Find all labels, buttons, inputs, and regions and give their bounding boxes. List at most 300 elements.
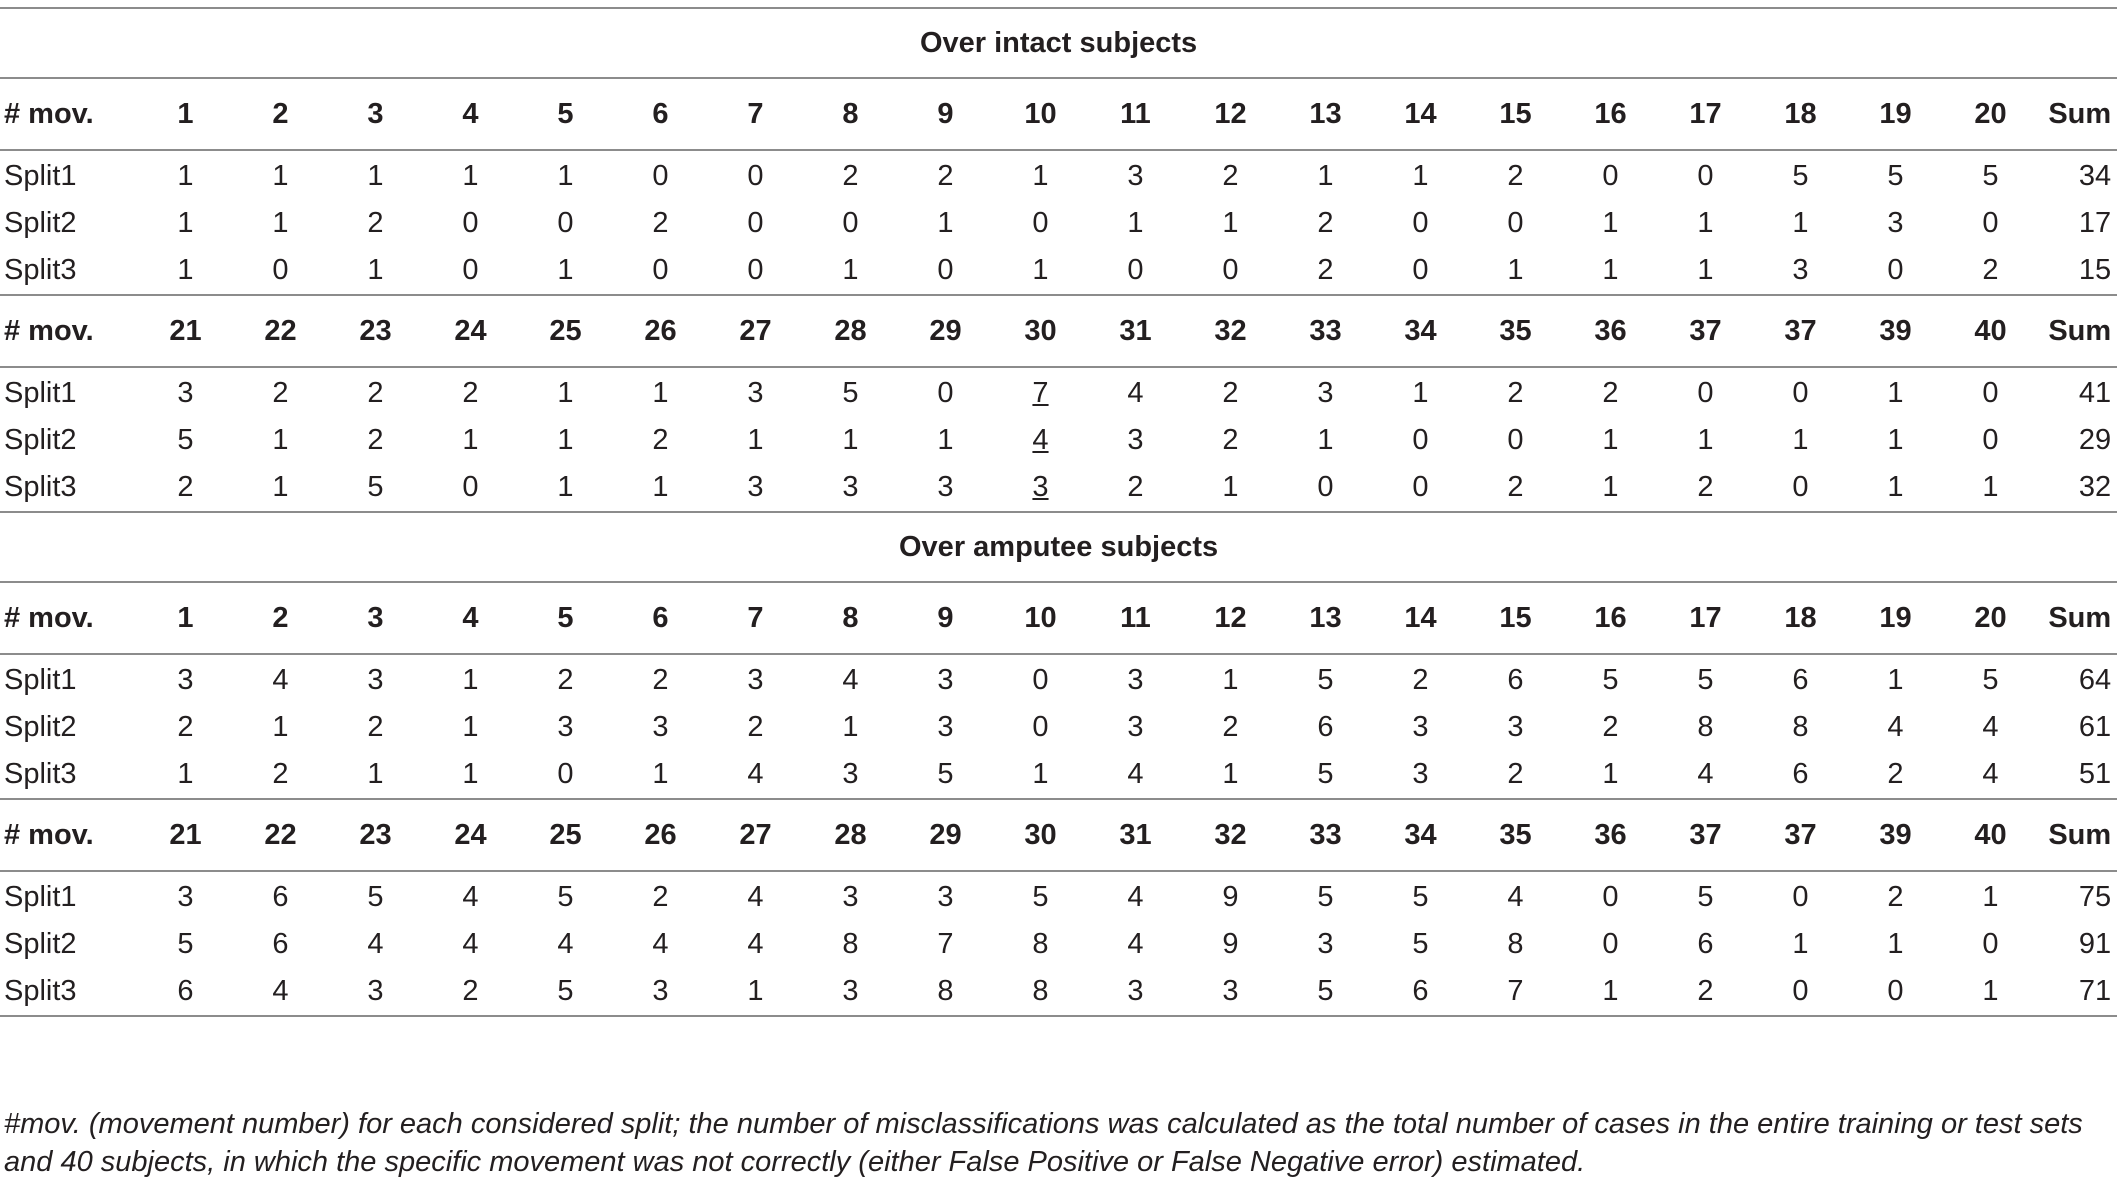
count-cell: 5 [842,377,859,409]
header-movement: 37 [1658,295,1753,367]
count-cell: 0 [462,207,479,239]
count-cell: 4 [1127,928,1144,960]
count-cell: 5 [367,881,384,913]
count-cell: 1 [462,711,479,743]
count-cell: 0 [272,254,289,286]
count-cell: 1 [367,254,384,286]
header-movement: 20 [1943,582,2038,654]
count-cell: 1 [1887,377,1904,409]
count-cell: 4 [1127,758,1144,790]
count-cell: 0 [557,758,574,790]
count-cell: 5 [1792,160,1809,192]
header-label: # mov. [0,799,138,871]
header-movement: 19 [1848,78,1943,150]
row-label: Split1 [4,664,77,696]
header-movement: 10 [993,78,1088,150]
table-row [0,464,2117,512]
count-cell: 2 [367,711,384,743]
count-cell: 6 [138,968,233,1016]
count-cell: 2 [1507,160,1524,192]
count-cell: 0 [1412,254,1429,286]
count-cell: 4 [652,928,669,960]
header-movement: 29 [898,799,993,871]
count-cell: 1 [1887,664,1904,696]
count-cell: 0 [1602,928,1619,960]
count-cell: 3 [937,664,954,696]
count-cell: 1 [1602,424,1619,456]
count-cell: 3 [747,664,764,696]
header-movement: 23 [328,295,423,367]
count-cell: 0 [1317,471,1334,503]
header-movement: 25 [518,799,613,871]
count-cell: 1 [1127,207,1144,239]
count-cell: 0 [1412,424,1429,456]
count-cell: 0 [1507,207,1524,239]
count-cell: 0 [1412,471,1429,503]
count-cell [993,464,1088,512]
count-cell: 1 [747,424,764,456]
count-cell: 4 [747,928,764,960]
count-cell: 3 [177,881,194,913]
count-cell: 0 [1697,377,1714,409]
header-movement: 24 [423,295,518,367]
table-row [0,871,2117,921]
header-movement: 29 [898,295,993,367]
count-cell: 2 [1658,968,1753,1016]
row-label: Split2 [4,424,77,456]
row-label: Split3 [4,254,77,286]
count-cell: 3 [557,711,574,743]
header-movement: 11 [1088,78,1183,150]
header-movement: 31 [1088,799,1183,871]
header-movement: 31 [1088,295,1183,367]
header-movement: 30 [993,799,1088,871]
count-cell: 4 [842,664,859,696]
count-cell: 2 [1222,711,1239,743]
count-cell: 3 [1317,928,1334,960]
count-cell: 1 [1982,471,1999,503]
count-cell: 0 [1222,254,1239,286]
count-cell: 1 [367,160,384,192]
table-row [0,247,2117,295]
count-cell: 0 [1032,207,1049,239]
count-cell: 1 [462,160,479,192]
count-cell: 5 [1032,881,1049,913]
count-cell: 1 [1943,968,2038,1016]
header-movement: 16 [1563,78,1658,150]
header-movement: 13 [1278,582,1373,654]
header-movement: 18 [1753,582,1848,654]
count-cell: 1 [1602,758,1619,790]
count-cell: 1 [708,968,803,1016]
row-label: Split1 [4,881,77,913]
count-cell: 5 [1317,881,1334,913]
count-cell: 1 [842,711,859,743]
count-cell: 1 [1222,758,1239,790]
header-movement: 4 [423,582,518,654]
count-cell: 4 [747,758,764,790]
header-movement: 37 [1753,295,1848,367]
section-title: Over amputee subjects [0,512,2117,582]
count-cell: 0 [937,377,954,409]
header-movement: 37 [1658,799,1753,871]
count-cell: 3 [842,758,859,790]
count-cell: 4 [557,928,574,960]
count-cell: 3 [1183,968,1278,1016]
sum-cell: 34 [2078,160,2112,192]
count-cell: 1 [177,160,194,192]
count-cell: 1 [1032,758,1049,790]
count-cell: 6 [272,928,289,960]
count-cell: 0 [1032,664,1049,696]
count-cell: 2 [1507,758,1524,790]
count-cell: 8 [1032,928,1049,960]
count-cell: 1 [177,254,194,286]
header-row [0,799,2117,871]
count-cell: 0 [462,254,479,286]
count-cell: 1 [1697,424,1714,456]
count-cell: 2 [367,207,384,239]
count-cell: 2 [1127,471,1144,503]
table-row [0,968,2117,1016]
count-cell: 3 [1127,664,1144,696]
header-movement: 7 [708,582,803,654]
count-cell: 1 [272,207,289,239]
count-cell: 2 [272,758,289,790]
count-cell: 4 [1982,758,1999,790]
count-cell: 2 [747,711,764,743]
header-movement: 39 [1848,799,1943,871]
count-cell: 1 [1507,254,1524,286]
header-movement: 34 [1373,799,1468,871]
count-cell: 1 [937,207,954,239]
count-cell: 1 [557,471,574,503]
count-cell: 5 [1982,160,1999,192]
header-movement: 15 [1468,78,1563,150]
count-cell: 1 [842,424,859,456]
header-row [0,78,2117,150]
count-cell: 1 [462,664,479,696]
count-cell: 8 [1507,928,1524,960]
misclassification-table [0,7,2117,1017]
count-cell: 3 [1088,968,1183,1016]
count-cell: 1 [1602,471,1619,503]
section-title-row [0,512,2117,582]
count-cell: 6 [1507,664,1524,696]
count-cell: 4 [1697,758,1714,790]
count-cell: 2 [1222,424,1239,456]
count-cell: 3 [1127,711,1144,743]
count-cell: 0 [462,471,479,503]
header-sum: Sum [2038,582,2117,654]
count-cell: 5 [1697,664,1714,696]
count-cell: 0 [1412,207,1429,239]
section-title-row [0,8,2117,78]
count-cell: 3 [652,711,669,743]
count-cell: 0 [557,207,574,239]
header-movement: 18 [1753,78,1848,150]
header-movement: 32 [1183,295,1278,367]
count-cell: 3 [1127,424,1144,456]
header-movement: 36 [1563,799,1658,871]
count-cell: 0 [1753,968,1848,1016]
header-movement: 6 [613,78,708,150]
count-cell: 8 [842,928,859,960]
sum-cell: 64 [2078,664,2112,696]
count-cell: 3 [177,664,194,696]
count-cell: 5 [1412,881,1429,913]
header-movement: 8 [803,78,898,150]
header-movement: 6 [613,582,708,654]
count-cell: 1 [367,758,384,790]
header-movement: 39 [1848,295,1943,367]
header-label: # mov. [0,582,138,654]
count-cell: 4 [1887,711,1904,743]
count-cell: 0 [1127,254,1144,286]
count-cell: 3 [747,377,764,409]
header-movement: 26 [613,799,708,871]
count-cell: 0 [1982,377,1999,409]
count-cell: 5 [177,424,194,456]
header-movement: 36 [1563,295,1658,367]
count-cell: 5 [367,471,384,503]
count-cell: 0 [747,254,764,286]
header-movement: 4 [423,78,518,150]
sum-cell: 41 [2078,377,2112,409]
count-cell: 3 [842,471,859,503]
count-cell: 7 [1468,968,1563,1016]
count-cell: 1 [1697,254,1714,286]
count-cell: 2 [1317,254,1334,286]
header-row [0,582,2117,654]
count-cell: 1 [272,471,289,503]
count-cell: 4 [1127,377,1144,409]
count-cell: 1 [1032,160,1049,192]
header-movement: 40 [1943,799,2038,871]
row-label: Split3 [0,968,138,1016]
table-row [0,200,2117,247]
header-sum: Sum [2038,295,2117,367]
count-cell: 2 [1507,377,1524,409]
header-movement: 26 [613,295,708,367]
count-cell: 6 [1792,664,1809,696]
sum-cell: 75 [2078,881,2112,913]
count-cell: 0 [747,160,764,192]
sum-cell: 51 [2078,758,2112,790]
count-cell: 8 [898,968,993,1016]
count-cell: 0 [747,207,764,239]
count-cell: 2 [1887,881,1904,913]
count-cell: 1 [842,254,859,286]
header-movement: 2 [233,78,328,150]
underlined-value: 3 [1032,471,1049,503]
header-movement: 11 [1088,582,1183,654]
count-cell: 2 [1982,254,1999,286]
count-cell: 0 [652,254,669,286]
count-cell: 1 [557,254,574,286]
count-cell: 5 [557,881,574,913]
row-label: Split3 [4,471,77,503]
header-movement: 19 [1848,582,1943,654]
count-cell: 2 [462,377,479,409]
header-movement: 3 [328,78,423,150]
header-movement: 23 [328,799,423,871]
count-cell: 5 [1317,664,1334,696]
count-cell [993,367,1088,417]
count-cell: 6 [1317,711,1334,743]
header-label: # mov. [0,78,138,150]
count-cell: 2 [367,377,384,409]
header-movement: 33 [1278,295,1373,367]
count-cell: 1 [1602,254,1619,286]
sum-cell: 32 [2078,471,2112,503]
count-cell: 4 [367,928,384,960]
count-cell: 0 [652,160,669,192]
count-cell: 4 [272,664,289,696]
count-cell: 5 [1317,758,1334,790]
header-sum: Sum [2038,799,2117,871]
count-cell: 5 [1887,160,1904,192]
count-cell: 2 [1317,207,1334,239]
table-row [0,367,2117,417]
count-cell: 2 [177,711,194,743]
count-cell: 4 [1982,711,1999,743]
count-cell: 3 [803,968,898,1016]
sum-cell: 17 [2078,207,2112,239]
section-title: Over intact subjects [0,8,2117,78]
count-cell [993,417,1088,464]
count-cell: 6 [1792,758,1809,790]
count-cell: 1 [1792,424,1809,456]
count-cell: 3 [1507,711,1524,743]
count-cell: 0 [842,207,859,239]
table-row [0,921,2117,968]
count-cell: 1 [1697,207,1714,239]
count-cell: 1 [652,471,669,503]
count-cell: 1 [1412,377,1429,409]
header-movement: 22 [233,799,328,871]
count-cell: 1 [1792,207,1809,239]
count-cell: 3 [747,471,764,503]
count-cell: 1 [462,424,479,456]
sum-cell: 29 [2078,424,2112,456]
count-cell: 2 [1507,471,1524,503]
header-movement: 16 [1563,582,1658,654]
header-movement: 8 [803,582,898,654]
row-label: Split2 [4,207,77,239]
count-cell: 0 [1792,471,1809,503]
row-label: Split1 [4,160,77,192]
header-movement: 12 [1183,78,1278,150]
count-cell: 2 [842,160,859,192]
count-cell: 5 [1412,928,1429,960]
header-row [0,295,2117,367]
count-cell: 1 [1317,424,1334,456]
count-cell: 2 [652,881,669,913]
count-cell: 5 [1697,881,1714,913]
header-movement: 33 [1278,799,1373,871]
sum-cell: 91 [2078,928,2112,960]
table-row [0,704,2117,751]
count-cell: 2 [1602,377,1619,409]
count-cell: 2 [1697,471,1714,503]
count-cell: 2 [1412,664,1429,696]
count-cell: 4 [1507,881,1524,913]
header-movement: 34 [1373,295,1468,367]
count-cell: 8 [1697,711,1714,743]
count-cell: 3 [177,377,194,409]
count-cell: 2 [272,377,289,409]
count-cell: 5 [1602,664,1619,696]
header-movement: 37 [1753,799,1848,871]
count-cell: 1 [1222,207,1239,239]
underlined-value: 4 [1032,424,1049,456]
count-cell: 1 [1602,207,1619,239]
header-movement: 35 [1468,295,1563,367]
count-cell: 5 [937,758,954,790]
count-cell: 8 [1792,711,1809,743]
count-cell: 6 [1373,968,1468,1016]
count-cell: 0 [1602,881,1619,913]
count-cell: 4 [462,881,479,913]
count-cell: 1 [1412,160,1429,192]
count-cell: 3 [937,471,954,503]
table-body [0,8,2117,1016]
header-movement: 35 [1468,799,1563,871]
count-cell: 2 [557,664,574,696]
count-cell: 0 [1792,881,1809,913]
count-cell: 1 [557,160,574,192]
count-cell: 8 [993,968,1088,1016]
count-cell: 9 [1222,928,1239,960]
count-cell: 3 [1412,758,1429,790]
count-cell: 1 [272,160,289,192]
count-cell: 4 [233,968,328,1016]
count-cell: 3 [1127,160,1144,192]
count-cell: 4 [462,928,479,960]
header-movement: 14 [1373,78,1468,150]
header-movement: 10 [993,582,1088,654]
header-movement: 14 [1373,582,1468,654]
header-movement: 21 [138,295,233,367]
header-movement: 22 [233,295,328,367]
count-cell: 0 [1032,711,1049,743]
count-cell: 2 [652,424,669,456]
count-cell: 5 [518,968,613,1016]
count-cell: 1 [272,424,289,456]
header-movement: 12 [1183,582,1278,654]
count-cell: 3 [1887,207,1904,239]
table-row [0,654,2117,704]
count-cell: 2 [652,664,669,696]
count-cell: 2 [1602,711,1619,743]
count-cell: 1 [1222,471,1239,503]
count-cell: 5 [177,928,194,960]
header-movement: 17 [1658,582,1753,654]
count-cell: 5 [1982,664,1999,696]
count-cell: 2 [652,207,669,239]
header-movement: 1 [138,582,233,654]
count-cell: 0 [1887,254,1904,286]
header-movement: 20 [1943,78,2038,150]
count-cell: 6 [1697,928,1714,960]
header-movement: 5 [518,78,613,150]
count-cell: 3 [1792,254,1809,286]
header-movement: 40 [1943,295,2038,367]
count-cell: 0 [1507,424,1524,456]
count-cell: 2 [1222,160,1239,192]
count-cell: 3 [937,711,954,743]
